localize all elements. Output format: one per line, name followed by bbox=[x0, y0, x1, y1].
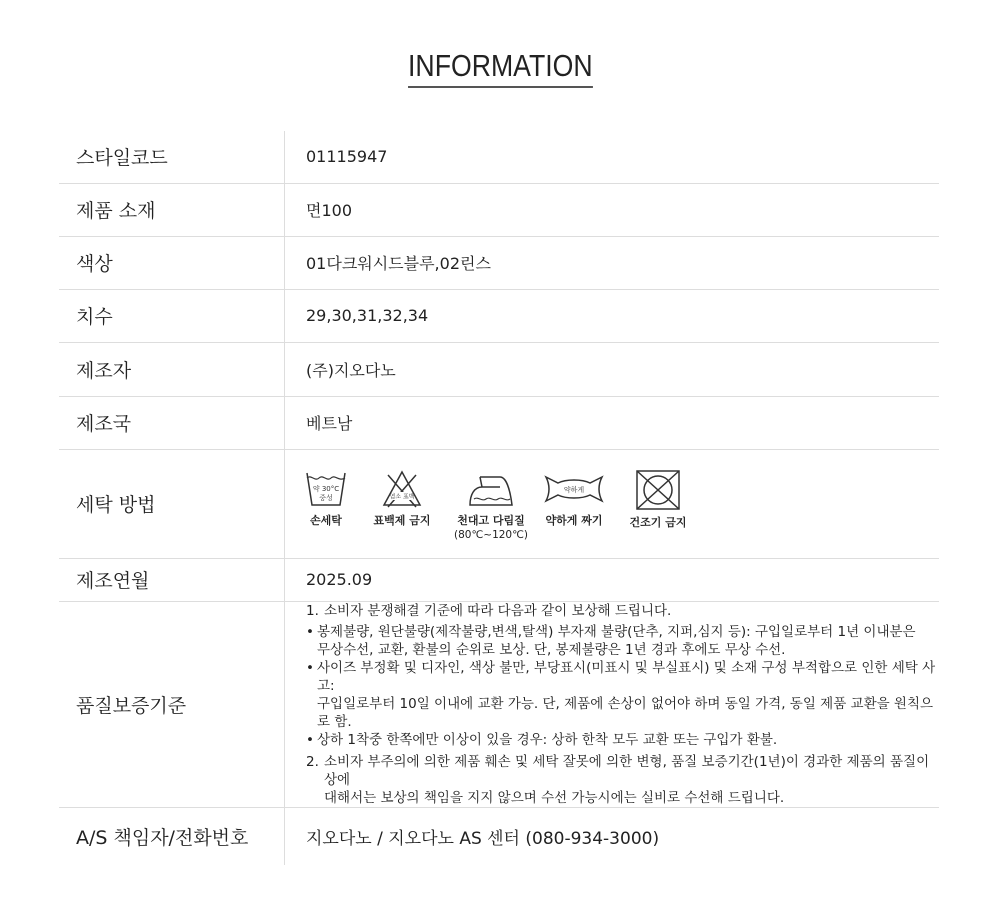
iron-temp-range: (80℃~120℃) bbox=[454, 529, 528, 541]
no-bleach-icon bbox=[382, 469, 422, 509]
quality-num-1: 1. bbox=[306, 602, 319, 619]
quality-bullet-3 bbox=[306, 731, 939, 749]
table-row bbox=[59, 449, 939, 558]
table-row bbox=[59, 807, 939, 865]
quality-bullet-2-line2: 구입일로부터 10일 이내에 교환 가능. 단, 제품에 손상이 없어야 하며 동일 가격, 동일 제품 교환을 원칙으로 함. bbox=[317, 695, 934, 730]
row-value-as: 지오다노 / 지오다노 AS 센터 (080-934-3000) bbox=[306, 828, 660, 849]
care-wring bbox=[542, 469, 606, 528]
quality-item-2-line1: 소비자 부주의에 의한 제품 훼손 및 세탁 잘못에 의한 변형, 품질 보증기간(1년)이 경과한 제품의 품질이상에 bbox=[324, 753, 930, 788]
quality-item-1 bbox=[306, 602, 939, 620]
quality-bullet-2-line1: 사이즈 부정확 및 디자인, 색상 불만, 부당표시(미표시 및 부실표시) 및 소재 구성 부적합으로 인한 세탁 사고: bbox=[317, 659, 936, 694]
row-label-as: A/S 책임자/전화번호 bbox=[59, 807, 285, 865]
table-row bbox=[59, 289, 939, 342]
row-value-style-code: 01115947 bbox=[285, 131, 940, 183]
table-row bbox=[59, 558, 939, 601]
hand-wash-icon bbox=[305, 469, 347, 509]
row-value-date: 2025.09 bbox=[285, 558, 940, 601]
care-no-dryer bbox=[628, 469, 688, 530]
row-label-date: 제조연월 bbox=[59, 558, 285, 601]
quality-item-2 bbox=[306, 753, 939, 789]
row-label-maker: 제조자 bbox=[59, 342, 285, 396]
quality-item-2-line2: 대해서는 보상의 책임을 지지 않으며 수선 가능시에는 실비로 수선해 드립니다. bbox=[324, 789, 785, 806]
table-row bbox=[59, 342, 939, 396]
table-row bbox=[59, 131, 939, 183]
title-wrap bbox=[0, 48, 1000, 88]
row-label-material: 제품 소재 bbox=[59, 183, 285, 236]
row-label-style-code: 스타일코드 bbox=[59, 131, 285, 183]
bullet-3: • bbox=[306, 731, 314, 748]
table-row bbox=[59, 236, 939, 289]
quality-item-1-text: 소비자 분쟁해결 기준에 따라 다음과 같이 보상해 드립니다. bbox=[324, 602, 672, 619]
bullet-1: • bbox=[306, 623, 314, 640]
wring-mark: 약하게 bbox=[563, 486, 585, 494]
hand-wash-mark: 중성 bbox=[319, 494, 333, 502]
table-row bbox=[59, 396, 939, 449]
wring-label: 약하게 짜기 bbox=[545, 514, 603, 527]
iron-label: 천대고 다림질 bbox=[457, 514, 525, 527]
quality-bullet-2 bbox=[306, 659, 939, 695]
quality-bullet-3-line1: 상하 1착중 한쪽에만 이상이 있을 경우: 상하 한착 모두 교환 또는 구입가 환불. bbox=[317, 731, 778, 748]
table-row bbox=[59, 183, 939, 236]
row-label-color: 색상 bbox=[59, 236, 285, 289]
row-label-country: 제조국 bbox=[59, 396, 285, 449]
row-value-size: 29,30,31,32,34 bbox=[285, 289, 940, 342]
no-bleach-label: 표백제 금지 bbox=[373, 514, 431, 527]
quality-bullet-1 bbox=[306, 623, 939, 641]
care-symbols bbox=[306, 465, 939, 542]
row-value-country: 베트남 bbox=[285, 396, 940, 449]
row-value-washing bbox=[285, 449, 940, 558]
table-row bbox=[59, 601, 939, 807]
row-value-quality bbox=[285, 601, 940, 807]
quality-bullet-1-line1: 봉제불량, 원단불량(제작불량,변색,탈색) 부자재 불량(단추, 지퍼,심지 등): 구입일로부터 1년 이내분은 bbox=[317, 623, 916, 640]
no-bleach-mark: 염소 표백 bbox=[389, 493, 415, 501]
bullet-2: • bbox=[306, 659, 314, 676]
wring-icon bbox=[544, 469, 604, 509]
iron-icon bbox=[468, 469, 514, 509]
care-no-bleach bbox=[372, 469, 432, 528]
row-value-color: 01다크워시드블루,02린스 bbox=[285, 236, 940, 289]
hand-wash-label: 손세탁 bbox=[310, 514, 342, 527]
care-hand-wash bbox=[306, 469, 346, 528]
row-value-material: 면100 bbox=[285, 183, 940, 236]
info-table bbox=[59, 131, 939, 865]
quality-text bbox=[306, 602, 939, 807]
hand-wash-temp: 약 30°C bbox=[312, 485, 340, 493]
page-title: INFORMATION bbox=[408, 48, 593, 88]
row-label-washing: 세탁 방법 bbox=[59, 449, 285, 558]
row-value-maker: (주)지오다노 bbox=[285, 342, 940, 396]
care-iron bbox=[456, 469, 526, 542]
row-label-size: 치수 bbox=[59, 289, 285, 342]
row-label-quality: 품질보증기준 bbox=[59, 601, 285, 807]
no-dryer-label: 건조기 금지 bbox=[629, 516, 687, 529]
quality-bullet-1-line2: 무상수선, 교환, 환불의 순위로 보상. 단, 봉제불량은 1년 경과 후에도 무상 수선. bbox=[317, 641, 786, 658]
quality-num-2: 2. bbox=[306, 753, 319, 770]
no-dryer-icon bbox=[635, 469, 681, 511]
